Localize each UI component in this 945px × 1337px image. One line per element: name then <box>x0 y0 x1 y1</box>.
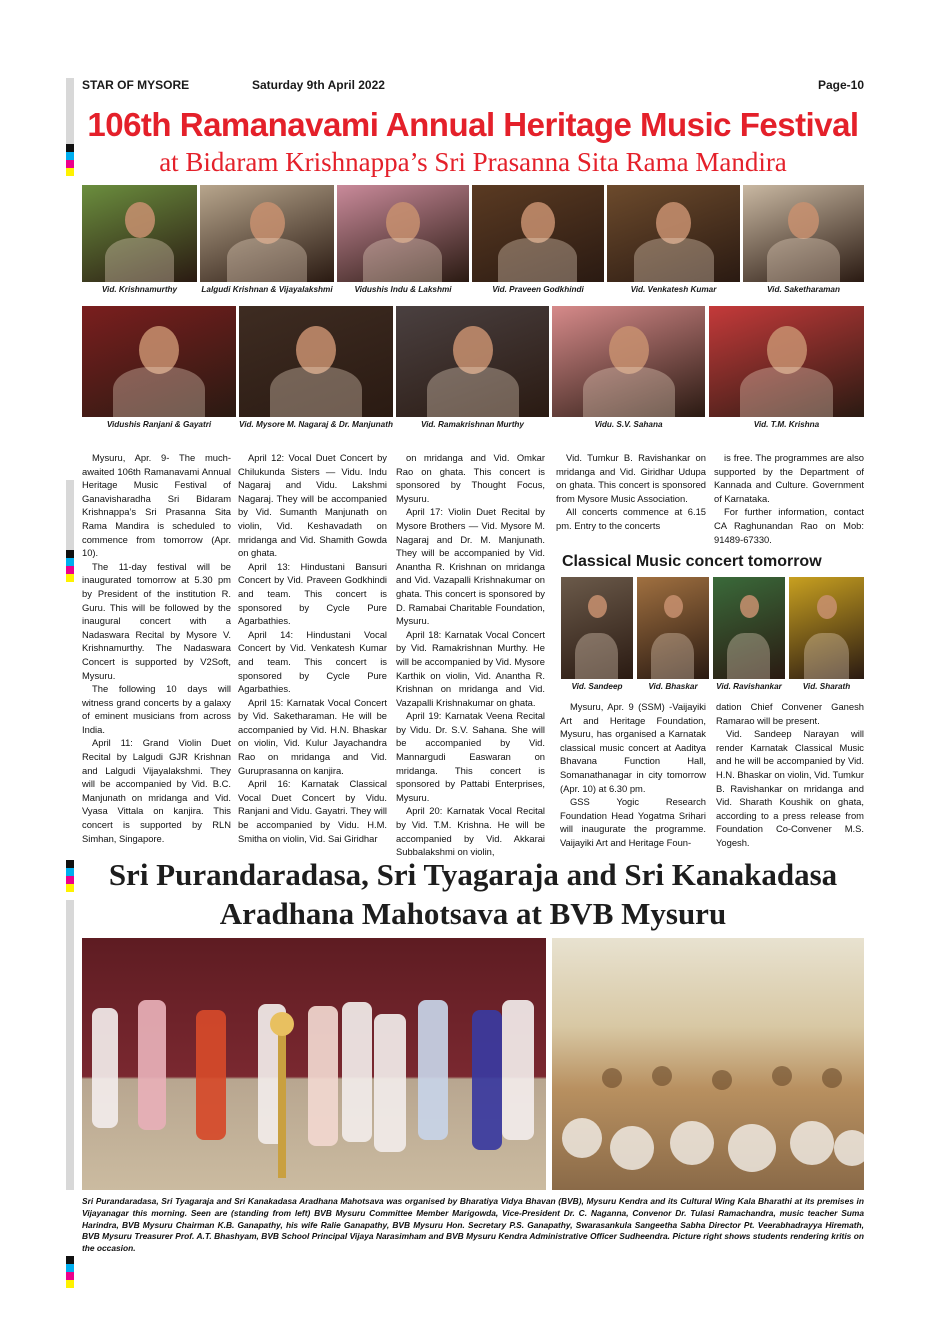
masthead <box>82 78 864 92</box>
artist-photo <box>552 306 705 417</box>
paragraph: April 16: Karnatak Classical Vocal Duet Concert by Vidu. Ranjani and Vidu. Gayatri. They will be accompanied by Vidu. H.M. Smitha on violin, Vid. Sai Giridhar <box>238 778 387 844</box>
bvb-title-line-1: Sri Purandaradasa, Sri Tyagaraja and Sri Kanakadasa <box>108 857 838 892</box>
paragraph: April 17: Violin Duet Recital by Mysore Brothers — Vid. Mysore M. Nagaraj and Dr. M. Manjunath. They will be accompanied by Vid. Anantha R. Krishnan on mridanga and Vid. Vazapalli Krishnakumar on ghata. This concert is sponsored by D. Ramabai Charitable Foundation, Mysuru. <box>396 506 545 627</box>
artist-photo <box>713 577 785 679</box>
portrait-body <box>270 367 362 417</box>
color-registration-marks <box>66 1256 74 1288</box>
classical-column-right <box>716 700 864 850</box>
article-column-1 <box>82 451 231 845</box>
paragraph: April 13: Hindustani Bansuri Concert by Vid. Praveen Godkhindi and team. This concert is sponsored by Cycle Pure Agarbathies. <box>238 560 387 627</box>
artist-photo <box>607 185 740 282</box>
festival-subtitle: at Bidaram Krishnappa’s Sri Prasanna Sita Rama Mandira <box>159 147 787 177</box>
artist-photo <box>239 306 393 417</box>
color-registration-marks <box>66 144 74 176</box>
bvb-title-line-2: Aradhana Mahotsava at BVB Mysuru <box>219 896 727 931</box>
article-column-4 <box>556 451 706 533</box>
paragraph: All concerts commence at 6.15 pm. Entry to the concerts <box>556 506 706 531</box>
artist-photo <box>743 185 864 282</box>
portrait-silhouette <box>664 595 683 618</box>
portrait-body <box>113 367 205 417</box>
paragraph: April 12: Vocal Duet Concert by Chilukunda Sisters — Vidu. Indu Nagaraj and Vidu. Lakshmi Nagaraj. They will be accompanied by Vid. Sumanth Manjunath on violin, Vid. Keshavadath on mridanga and Vid. Shamith Gowda on ghata. <box>238 452 387 559</box>
bvb-students-photo <box>552 938 864 1190</box>
paragraph: Mysuru, Apr. 9- The much-awaited 106th Ramanavami Annual Heritage Music Festival of Ganavisharadha Sri Bidaram Krishnappa’s Sri Prasanna Sita Rama Mandira is scheduled to commence from tomorrow (Apr. 10). <box>82 452 231 559</box>
artist-photo <box>789 577 864 679</box>
photo-caption: Vidushis Indu & Lakshmi <box>354 285 452 294</box>
paragraph: Mysuru, Apr. 9 (SSM) -Vaijayiki Art and Heritage Foundation, Mysuru, has organised a Karnatak classical music concert at Aaditya Bhavana Function Hall, Somanathanagar in city tomorrow (Apr. 10) at 6.30 pm. <box>560 701 706 794</box>
artist-photo <box>637 577 709 679</box>
artist-photo <box>396 306 549 417</box>
paragraph: April 19: Karnatak Veena Recital by Vidu. Dr. S.V. Sahana. She will be accompanied by Vid. Mannargudi Easwaran on mridanga. This concert is sponsored by Pattabi Enterprises, Mysuru. <box>396 710 545 803</box>
color-registration-marks <box>66 860 74 892</box>
portrait-body <box>427 367 519 417</box>
bvb-photo-caption: Sri Purandaradasa, Sri Tyagaraja and Sri Kanakadasa Aradhana Mahotsava was organised by Bharatiya Vidya Bhavan (BVB), Mysuru Kendra and its Cultural Wing Kala Bharathi at its premises in Vijayanagar this morning. Seen are (standing from left) BVB Mysuru Committee Member Marigowda, Vice-President Dr. C. Naganna, Convenor Dr. Tulasi Ramachandra, music teacher Suma Harindra, BVB Mysuru Chairman K.B. Ganapathy, his wife Ralie Ganapathy, BVB Mysuru Hon. Secretary P.S. Ganapathy, Swarasankula Sangeetha Sabha Director Pt. Veerabhadrayya Hiremath, BVB Mysuru Treasurer Prof. A.T. Bhashyam, BVB School Principal Vijaya Narasimham and BVB Mysuru Kendra Administrative Officer Sudheendra. Picture right shows students rendering kritis on the occasion. <box>82 1196 864 1254</box>
artist-photo <box>200 185 334 282</box>
festival-title: 106th Ramanavami Annual Heritage Music Festival <box>87 106 859 143</box>
photo-caption: Vid. Mysore M. Nagaraj & Dr. Manjunath <box>239 420 393 429</box>
paragraph: The following 10 days will witness grand concerts by a galaxy of eminent musicians from across India. <box>82 683 231 735</box>
paragraph: is free. The programmes are also supported by the Department of Kannada and Culture. Government of Karnataka. <box>714 452 864 504</box>
portrait-body <box>575 633 618 679</box>
photo-caption: Vid. Ramakrishnan Murthy <box>421 420 524 429</box>
portrait-body <box>363 238 442 282</box>
portrait-body <box>727 633 770 679</box>
photo-caption: Vid. Sharath <box>802 682 851 691</box>
artist-photo <box>82 185 197 282</box>
paragraph: April 18: Karnatak Vocal Concert by Vid. Ramakrishnan Murthy. He will be accompanied by Vid. Mysore Karthik on violin, Vid. Anantha R. Krishnan on mridanga and Vid. Vazapalli Krishnakumar on ghata. <box>396 628 545 708</box>
portrait-body <box>227 238 307 282</box>
portrait-body <box>740 367 833 417</box>
artist-photo <box>709 306 864 417</box>
photo-caption: Vid. Venkatesh Kumar <box>630 285 717 294</box>
portrait-silhouette <box>740 595 759 618</box>
portrait-body <box>804 633 849 679</box>
paragraph: April 20: Karnatak Vocal Recital by Vid. T.M. Krishna. He will be accompanied by Vid. Akkarai Subbalakshmi on violin, <box>396 805 545 858</box>
photo-caption: Vid. Saketharaman <box>767 285 840 294</box>
gray-margin-band <box>66 78 74 144</box>
article-column-5 <box>714 451 864 546</box>
gray-margin-band <box>66 480 74 550</box>
paragraph: dation Chief Convener Ganesh Ramarao will be present. <box>716 701 864 726</box>
paragraph: on mridanga and Vid. Omkar Rao on ghata. This concert is sponsored by Thought Focus, Mysuru. <box>396 452 545 504</box>
paragraph: Vid. Sandeep Narayan will render Karnatak Classical Music and he will be accompanied by Vid. H.N. Bhaskar on violin, Vid. Tumkur B. Ravishankar on mridanga and Vid. Sharath Koushik on ghata, according to a press release from Foundation Co-Convener M.S. Yogesh. <box>716 728 864 848</box>
photo-caption: Vid. Ravishankar <box>716 682 782 691</box>
paragraph: April 15: Karnatak Vocal Concert by Vid. Saketharaman. He will be accompanied by Vid. H.N. Bhaskar on violin, Vid. Kulur Jayachandra Rao on mridanga and Vid. Guruprasanna on kanjira. <box>238 696 387 776</box>
issue-date: Saturday 9th April 2022 <box>252 78 385 92</box>
photo-caption: Vid. Bhaskar <box>648 682 698 691</box>
portrait-silhouette <box>521 202 555 243</box>
portrait-silhouette <box>386 202 420 243</box>
paragraph: For further information, contact CA Raghunandan Rao on Mob: 91489-67330. <box>714 506 864 545</box>
photo-caption: Vid. T.M. Krishna <box>753 420 820 429</box>
portrait-body <box>651 633 694 679</box>
portrait-body <box>583 367 675 417</box>
photo-caption: Vid. Krishnamurthy <box>101 285 178 294</box>
paragraph: GSS Yogic Research Foundation Head Yogatma Srihari will inaugurate the programme. Vaijayiki Art and Heritage Foun- <box>560 796 706 848</box>
portrait-body <box>767 238 840 282</box>
artist-photo <box>82 306 236 417</box>
artist-photo <box>561 577 633 679</box>
page-number: Page-10 <box>817 78 864 92</box>
color-registration-marks <box>66 550 74 582</box>
paper-name: STAR OF MYSORE <box>82 78 190 92</box>
portrait-silhouette <box>817 595 837 619</box>
gray-margin-band <box>66 900 74 1190</box>
paragraph: Vid. Tumkur B. Ravishankar on mridanga and Vid. Giridhar Udupa on ghata. This concert is sponsored from Mysore Music Association. <box>556 452 706 504</box>
photo-caption: Vid. Praveen Godkhindi <box>492 285 584 294</box>
article-column-3 <box>396 451 545 859</box>
photo-caption: Vidushis Ranjani & Gayatri <box>106 420 212 429</box>
paragraph: April 14: Hindustani Vocal Concert by Vid. Venkatesh Kumar and team. This concert is sponsored by Cycle Pure Agarbathies. <box>238 628 387 695</box>
photo-caption: Vid. Sandeep <box>571 682 623 691</box>
portrait-silhouette <box>588 595 607 618</box>
portrait-silhouette <box>788 202 819 239</box>
portrait-body <box>634 238 714 282</box>
artist-photo <box>472 185 604 282</box>
bvb-group-photo <box>82 938 546 1190</box>
portrait-silhouette <box>125 202 155 238</box>
classical-column-left <box>560 700 706 850</box>
portrait-body <box>498 238 577 282</box>
artist-photo <box>337 185 469 282</box>
article-column-2 <box>238 451 387 845</box>
photo-caption: Vidu. S.V. Sahana <box>594 420 663 429</box>
paragraph: The 11-day festival will be inaugurated tomorrow at 5.30 pm by President of the institution R. Guru. This will be followed by the inaugural concert with a Nadaswara Recital by Mysore V. Krishnamurthy. The Nadaswara Concert is supported by V2Soft, Mysuru. <box>82 560 231 681</box>
photo-caption: Lalgudi Krishnan & Vijayalakshmi <box>201 285 333 294</box>
portrait-body <box>105 238 174 282</box>
paragraph: April 11: Grand Violin Duet Recital by Lalgudi GJR Krishnan and Lalgudi Vijayalakshmi. They will be accompanied by Vid. B.C. Manjunath on mridanga and Vid. Vyasa Vittala on kanjira. This concert is supported by RLN Simhan, Singapore. <box>82 737 231 844</box>
classical-heading: Classical Music concert tomorrow <box>562 553 822 570</box>
